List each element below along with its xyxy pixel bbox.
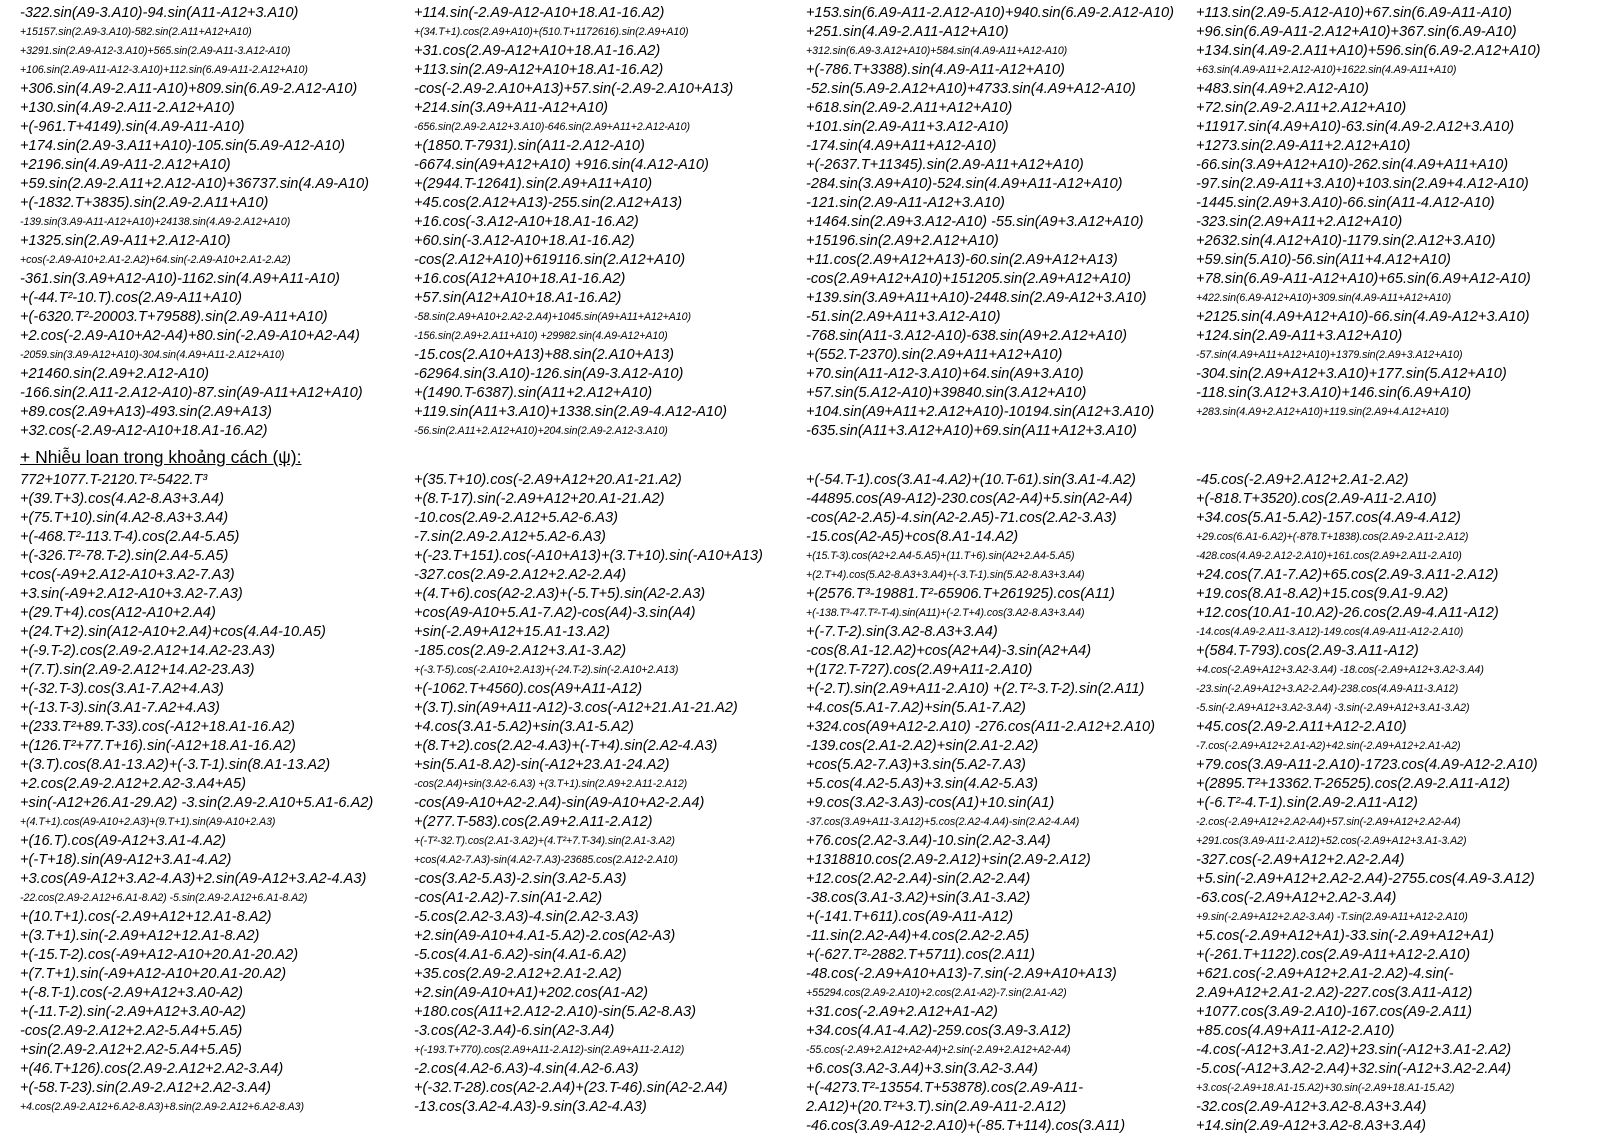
formula-line: +(-141.T+611).cos(A9-A11-A12) [806,909,1014,925]
formula-line: +(2944.T-12641).sin(2.A9+A11+A10) [414,176,653,192]
formula-line: +(2895.T²+13362.T-26525).cos(2.A9-2.A11-A12) [1196,776,1510,792]
formula-line: -cos(-2.A9-2.A10+A13)+57.sin(-2.A9-2.A10+A13) [414,81,734,97]
formula-line: -304.sin(2.A9+A12+3.A10)+177.sin(5.A12+A10) [1196,366,1507,382]
formula-line: +29.cos(6.A1-6.A2)+(-878.T+1838).cos(2.A9-2.A11-2.A12) [1196,531,1469,543]
formula-line: +sin(-2.A9+A12+15.A1-13.A2) [414,624,610,640]
formula-line: +(-9.T-2).cos(2.A9-2.A12+14.A2-23.A3) [20,643,275,659]
formula-line: -5.sin(-2.A9+A12+3.A2-3.A4) -3.sin(-2.A9+A12+3.A1-3.A2) [1196,702,1470,714]
formula-line: -1445.sin(2.A9+3.A10)-66.sin(A11-4.A12-A10) [1196,195,1495,211]
formula-line: +3.sin(-A9+2.A12-A10+3.A2-7.A3) [20,586,243,602]
formula-line: -44895.cos(A9-A12)-230.cos(A2-A4)+5.sin(A2-A4) [806,491,1133,507]
formula-line: +113.sin(2.A9-5.A12-A10)+67.sin(6.A9-A11-A10) [1196,5,1512,21]
formula-line: +(-3.T-5).cos(-2.A10+2.A13)+(-24.T-2).sin(-2.A10+2.A13) [414,664,679,676]
formula-line: +72.sin(2.A9-2.A11+2.A12+A10) [1196,100,1407,116]
formula-line: +4.cos(3.A1-5.A2)+sin(3.A1-5.A2) [414,719,634,735]
formula-line: +(34.T+1).cos(2.A9+A10)+(510.T+1172616).sin(2.A9+A10) [414,26,689,38]
formula-line: +2632.sin(4.A12+A10)-1179.sin(2.A12+3.A10) [1196,233,1496,249]
formula-line: +(3.T+1).sin(-2.A9+A12+12.A1-8.A2) [20,928,260,944]
formula-line: -635.sin(A11+3.A12+A10)+69.sin(A11+A12+3.A10) [806,423,1137,439]
formula-line: -cos(A2-2.A5)-4.sin(A2-2.A5)-71.cos(2.A2-3.A3) [806,510,1117,526]
formula-line: +(-193.T+770).cos(2.A9+A11-2.A12)-sin(2.A9+A11-2.A12) [414,1044,685,1056]
formula-line: -361.sin(3.A9+A12-A10)-1162.sin(4.A9+A11-A10) [20,271,340,287]
formula-line: +(2.T+4).cos(5.A2-8.A3+3.A4)+(-3.T-1).sin(5.A2-8.A3+3.A4) [806,569,1085,581]
formula-line: +(35.T+10).cos(-2.A9+A12+20.A1-21.A2) [414,472,682,488]
formula-line: +(2576.T³-19881.T²-65906.T+261925).cos(A11) [806,586,1115,602]
formula-line: +(4.T+1).cos(A9-A10+2.A3)+(9.T+1).sin(A9-A10+2.A3) [20,816,276,828]
formula-line: +16.cos(A12+A10+18.A1-16.A2) [414,271,626,287]
formula-line: +34.cos(4.A1-4.A2)-259.cos(3.A9-3.A12) [806,1023,1071,1039]
formula-line: +(-2637.T+11345).sin(2.A9-A11+A12+A10) [806,157,1084,173]
formula-line: +14.sin(2.A9-A12+3.A2-8.A3+3.A4) [1196,1118,1427,1134]
formula-line: +(-32.T-28).cos(A2-2.A4)+(23.T-46).sin(A2-2.A4) [414,1080,728,1096]
formula-line: +214.sin(3.A9+A11-A12+A10) [414,100,609,116]
formula-line: +(-1062.T+4560).cos(A9+A11-A12) [414,681,643,697]
formula-line: 2.A12)+(20.T²+3.T).sin(2.A9-A11-2.A12) [806,1099,1067,1115]
formula-line: +119.sin(A11+3.A10)+1338.sin(2.A9-4.A12-A10) [414,404,728,420]
formula-line: -139.cos(2.A1-2.A2)+sin(2.A1-2.A2) [806,738,1039,754]
formula-line: +4.cos(-2.A9+A12+3.A2-3.A4) -18.cos(-2.A9+A12+3.A2-3.A4) [1196,664,1484,676]
formula-line: -63.cos(-2.A9+A12+2.A2-3.A4) [1196,890,1397,906]
formula-line: +4.cos(5.A1-7.A2)+sin(5.A1-7.A2) [806,700,1026,716]
formula-line: +(8.T+2).cos(2.A2-4.A3)+(-T+4).sin(2.A2-4.A3) [414,738,718,754]
formula-line: +35.cos(2.A9-2.A12+2.A1-2.A2) [414,966,622,982]
formula-line: +(-818.T+3520).cos(2.A9-A11-2.A10) [1196,491,1437,507]
formula-line: -57.sin(4.A9+A11+A12+A10)+1379.sin(2.A9+3.A12+A10) [1196,349,1463,361]
formula-line: +sin(-A12+26.A1-29.A2) -3.sin(2.A9-2.A10+5.A1-6.A2) [20,795,374,811]
formula-line: +(-786.T+3388).sin(4.A9-A11-A12+A10) [806,62,1065,78]
formula-line: +59.sin(2.A9-2.A11+2.A12-A10)+36737.sin(4.A9-A10) [20,176,369,192]
formula-line: +cos(A9-A10+5.A1-7.A2)-cos(A4)-3.sin(A4) [414,605,696,621]
formula-line: 2.A9+A12+2.A1-2.A2)-227.cos(3.A11-A12) [1196,985,1473,1001]
formula-line: +3.cos(A9-A12+3.A2-4.A3)+2.sin(A9-A12+3.A2-4.A3) [20,871,367,887]
formula-line: +sin(5.A1-8.A2)-sin(-A12+23.A1-24.A2) [414,757,670,773]
formula-line: -cos(3.A2-5.A3)-2.sin(3.A2-5.A3) [414,871,627,887]
formula-line: +15157.sin(2.A9-3.A10)-582.sin(2.A11+A12+A10) [20,26,252,38]
formula-line: -7.sin(2.A9-2.A12+5.A2-6.A3) [414,529,606,545]
formula-line: +1077.cos(3.A9-2.A10)-167.cos(A9-2.A11) [1196,1004,1472,1020]
formula-line: +60.sin(-3.A12-A10+18.A1-16.A2) [414,233,635,249]
formula-line: -3.cos(A2-3.A4)-6.sin(A2-3.A4) [414,1023,615,1039]
formula-line: +(24.T+2).sin(A12-A10+2.A4)+cos(4.A4-10.A5) [20,624,326,640]
formula-line: +(233.T²+89.T-33).cos(-A12+18.A1-16.A2) [20,719,295,735]
formula-line: -15.cos(2.A10+A13)+88.sin(2.A10+A13) [414,347,675,363]
formula-line: +(-7.T-2).sin(3.A2-8.A3+3.A4) [806,624,998,640]
formula-line: -13.cos(3.A2-4.A3)-9.sin(3.A2-4.A3) [414,1099,647,1115]
formula-line: -139.sin(3.A9-A11-A12+A10)+24138.sin(4.A9-2.A12+A10) [20,216,291,228]
formula-line: +174.sin(2.A9-3.A11+A10)-105.sin(5.A9-A12-A10) [20,138,346,154]
formula-line: +(3.T).cos(8.A1-13.A2)+(-3.T-1).sin(8.A1-13.A2) [20,757,331,773]
formula-line: -cos(2.A9-2.A12+2.A2-5.A4+5.A5) [20,1023,243,1039]
formula-line: -768.sin(A11-3.A12-A10)-638.sin(A9+2.A12+A10) [806,328,1127,344]
formula-line: -284.sin(3.A9+A10)-524.sin(4.A9+A11-A12+A10) [806,176,1123,192]
top-column-2 [414,4,799,441]
formula-line: +1464.sin(2.A9+3.A12-A10) -55.sin(A9+3.A12+A10) [806,214,1144,230]
bottom-column-1 [20,471,405,1117]
formula-line: +(-2.T).sin(2.A9+A11-2.A10) +(2.T²-3.T-2).sin(2.A11) [806,681,1145,697]
formula-line: +(-1832.T+3835).sin(2.A9-2.A11+A10) [20,195,269,211]
formula-line: -51.sin(2.A9+A11+3.A12-A10) [806,309,1001,325]
formula-line: +(-6320.T²-20003.T+79588).sin(2.A9-A11+A10) [20,309,328,325]
formula-line: +113.sin(2.A9-A12+A10+18.A1-16.A2) [414,62,664,78]
formula-line: -cos(2.A9+A12+A10)+151205.sin(2.A9+A12+A10) [806,271,1131,287]
formula-line: -323.sin(2.A9+A11+2.A12+A10) [1196,214,1403,230]
formula-line: +(1490.T-6387).sin(A11+2.A12+A10) [414,385,653,401]
formula-line: -11.sin(2.A2-A4)+4.cos(2.A2-2.A5) [806,928,1030,944]
formula-line: +cos(5.A2-7.A3)+3.sin(5.A2-7.A3) [806,757,1026,773]
formula-line: -5.cos(-A12+3.A2-2.A4)+32.sin(-A12+3.A2-2.A4) [1196,1061,1512,1077]
formula-line: +(-961.T+4149).sin(4.A9-A11-A10) [20,119,245,135]
formula-line: -37.cos(3.A9+A11-3.A12)+5.cos(2.A2-4.A4)-sin(2.A2-4.A4) [806,816,1080,828]
formula-line: +57.sin(5.A12-A10)+39840.sin(3.A12+A10) [806,385,1087,401]
formula-line: +324.cos(A9+A12-2.A10) -276.cos(A11-2.A12+2.A10) [806,719,1155,735]
formula-line: -cos(8.A1-12.A2)+cos(A2+A4)-3.sin(A2+A4) [806,643,1092,659]
formula-line: +(-44.T²-10.T).cos(2.A9-A11+A10) [20,290,242,306]
formula-line: +2.sin(A9-A10+4.A1-5.A2)-2.cos(A2-A3) [414,928,676,944]
formula-line: +(-58.T-23).sin(2.A9-2.A12+2.A2-3.A4) [20,1080,271,1096]
formula-line: +2.cos(2.A9-2.A12+2.A2-3.A4+A5) [20,776,246,792]
formula-line: -2.cos(4.A2-6.A3)-4.sin(4.A2-6.A3) [414,1061,639,1077]
formula-line: -52.sin(5.A9-2.A12+A10)+4733.sin(4.A9+A12-A10) [806,81,1136,97]
formula-line: +(-32.T-3).cos(3.A1-7.A2+4.A3) [20,681,224,697]
formula-line: -cos(A9-A10+A2-2.A4)-sin(A9-A10+A2-2.A4) [414,795,705,811]
formula-line: +(-11.T-2).sin(-2.A9+A12+3.A0-A2) [20,1004,246,1020]
formula-line: +59.sin(5.A10)-56.sin(A11+4.A12+A10) [1196,252,1451,268]
formula-line: +(4.T+6).cos(A2-2.A3)+(-5.T+5).sin(A2-2.A3) [414,586,706,602]
formula-line: +(-23.T+151).cos(-A10+A13)+(3.T+10).sin(-A10+A13) [414,548,763,564]
formula-line: +(-326.T²-78.T-2).sin(2.A4-5.A5) [20,548,229,564]
formula-line: +4.cos(2.A9-2.A12+6.A2-8.A3)+8.sin(2.A9-2.A12+6.A2-8.A3) [20,1101,304,1113]
formula-line: -cos(2.A12+A10)+619116.sin(2.A12+A10) [414,252,686,268]
formula-line: +(29.T+4).cos(A12-A10+2.A4) [20,605,216,621]
formula-line: +79.cos(3.A9-A11-2.A10)-1723.cos(4.A9-A12-2.A10) [1196,757,1538,773]
formula-line: +sin(2.A9-2.A12+2.A2-5.A4+5.A5) [20,1042,242,1058]
formula-line: -327.cos(-2.A9+A12+2.A2-2.A4) [1196,852,1405,868]
formula-line: +11917.sin(4.A9+A10)-63.sin(4.A9-2.A12+3.A10) [1196,119,1515,135]
formula-line: +306.sin(4.A9-2.A11-A10)+809.sin(6.A9-2.A12-A10) [20,81,358,97]
formula-line: -38.cos(3.A1-3.A2)+sin(3.A1-3.A2) [806,890,1031,906]
formula-line: -46.cos(3.A9-A12-2.A10)+(-85.T+114).cos(3.A11) [806,1118,1126,1134]
formula-line: +130.sin(4.A9-2.A11-2.A12+A10) [20,100,235,116]
formula-line: +114.sin(-2.A9-A12-A10+18.A1-16.A2) [414,5,665,21]
formula-line: +57.sin(A12+A10+18.A1-16.A2) [414,290,622,306]
formula-line: +70.sin(A11-A12-3.A10)+64.sin(A9+3.A10) [806,366,1084,382]
formula-line: +55294.cos(2.A9-2.A10)+2.cos(2.A1-A2)-7.sin(2.A1-A2) [806,987,1067,999]
formula-line: +cos(-A9+2.A12-A10+3.A2-7.A3) [20,567,235,583]
formula-line: +15196.sin(2.A9+2.A12+A10) [806,233,999,249]
formula-line: +63.sin(4.A9-A11+2.A12-A10)+1622.sin(4.A9-A11+A10) [1196,64,1457,76]
formula-line: +291.cos(3.A9-A11-2.A12)+52.cos(-2.A9+A12+3.A1-3.A2) [1196,835,1467,847]
formula-line: +106.sin(2.A9-A11-A12-3.A10)+112.sin(6.A9-A11-2.A12+A10) [20,64,308,76]
formula-line: +85.cos(4.A9+A11-A12-2.A10) [1196,1023,1395,1039]
bottom-column-4 [1196,471,1591,1136]
formula-line: +45.cos(2.A12+A13)-255.sin(2.A12+A13) [414,195,683,211]
formula-line: -185.cos(2.A9-2.A12+3.A1-3.A2) [414,643,627,659]
formula-line: +89.cos(2.A9+A13)-493.sin(2.A9+A13) [20,404,272,420]
formula-line: -15.cos(A2-A5)+cos(8.A1-14.A2) [806,529,1019,545]
formula-line: -22.cos(2.A9-2.A12+6.A1-8.A2) -5.sin(2.A9-2.A12+6.A1-8.A2) [20,892,308,904]
formula-line: -cos(2.A4)+sin(3.A2-6.A3) +(3.T+1).sin(2.A9+2.A11-2.A12) [414,778,688,790]
formula-line: +5.cos(4.A2-5.A3)+3.sin(4.A2-5.A3) [806,776,1038,792]
formula-line: +134.sin(4.A9-2.A11+A10)+596.sin(6.A9-2.A12+A10) [1196,43,1541,59]
formula-line: +(-6.T²-4.T-1).sin(2.A9-2.A11-A12) [1196,795,1418,811]
formula-line: +104.sin(A9+A11+2.A12+A10)-10194.sin(A12+3.A10) [806,404,1155,420]
formula-line: -32.cos(2.A9-A12+3.A2-8.A3+3.A4) [1196,1099,1427,1115]
formula-line: +(126.T²+77.T+16).sin(-A12+18.A1-16.A2) [20,738,296,754]
formula-line: +(3.T).sin(A9+A11-A12)-3.cos(-A12+21.A1-21.A2) [414,700,738,716]
formula-line: -428.cos(4.A9-2.A12-2.A10)+161.cos(2.A9+2.A11-2.A10) [1196,550,1462,562]
formula-line: -121.sin(2.A9-A11-A12+3.A10) [806,195,1005,211]
formula-line: +101.sin(2.A9-A11+3.A12-A10) [806,119,1009,135]
formula-line: -4.cos(-A12+3.A1-2.A2)+23.sin(-A12+3.A1-2.A2) [1196,1042,1512,1058]
formula-line: +(16.T).cos(A9-A12+3.A1-4.A2) [20,833,227,849]
formula-line: +2.sin(A9-A10+A1)+202.cos(A1-A2) [414,985,649,1001]
formula-line: +(39.T+3).cos(4.A2-8.A3+3.A4) [20,491,225,507]
formula-line: +(8.T-17).sin(-2.A9+A12+20.A1-21.A2) [414,491,665,507]
top-column-3 [806,4,1191,441]
formula-line: +621.cos(-2.A9+A12+2.A1-2.A2)-4.sin(- [1196,966,1454,982]
formula-line: +2.cos(-2.A9-A10+A2-A4)+80.sin(-2.A9-A10+A2-A4) [20,328,360,344]
formula-line: +1318810.cos(2.A9-2.A12)+sin(2.A9-2.A12) [806,852,1091,868]
formula-line: +19.cos(8.A1-8.A2)+15.cos(9.A1-9.A2) [1196,586,1449,602]
formula-line: +12.cos(2.A2-2.A4)-sin(2.A2-2.A4) [806,871,1031,887]
formula-line: +(-468.T²-113.T-4).cos(2.A4-5.A5) [20,529,240,545]
formula-line: +9.cos(3.A2-3.A3)-cos(A1)+10.sin(A1) [806,795,1055,811]
formula-line: +9.sin(-2.A9+A12+2.A2-3.A4) -T.sin(2.A9-A11+A12-2.A10) [1196,911,1468,923]
formula-line: +124.sin(2.A9-A11+3.A12+A10) [1196,328,1403,344]
formula-line: +1325.sin(2.A9-A11+2.A12-A10) [20,233,231,249]
formula-line: +312.sin(6.A9-3.A12+A10)+584.sin(4.A9-A11+A12-A10) [806,45,1068,57]
formula-line: +12.cos(10.A1-10.A2)-26.cos(2.A9-4.A11-A12) [1196,605,1499,621]
formula-line: +(10.T+1).cos(-2.A9+A12+12.A1-8.A2) [20,909,272,925]
formula-line: +283.sin(4.A9+2.A12+A10)+119.sin(2.A9+4.A12+A10) [1196,406,1450,418]
formula-line: +251.sin(4.A9-2.A11-A12+A10) [806,24,1009,40]
formula-line: +34.cos(5.A1-5.A2)-157.cos(4.A9-4.A12) [1196,510,1461,526]
formula-line: +16.cos(-3.A12-A10+18.A1-16.A2) [414,214,639,230]
formula-line: +5.sin(-2.A9+A12+2.A2-2.A4)-2755.cos(4.A9-3.A12) [1196,871,1535,887]
formula-line: +(-138.T³-47.T²-T-4).sin(A11)+(-2.T+4).cos(3.A2-8.A3+3.A4) [806,607,1085,619]
formula-line: +(1850.T-7931).sin(A11-2.A12-A10) [414,138,645,154]
formula-line: -6674.sin(A9+A12+A10) +916.sin(4.A12-A10) [414,157,709,173]
formula-line: +180.cos(A11+2.A12-2.A10)-sin(5.A2-8.A3) [414,1004,697,1020]
formula-line: +(46.T+126).cos(2.A9-2.A12+2.A2-3.A4) [20,1061,284,1077]
formula-line: +(-13.T-3).sin(3.A1-7.A2+4.A3) [20,700,220,716]
formula-line: +(-T+18).sin(A9-A12+3.A1-4.A2) [20,852,232,868]
formula-line: +78.sin(6.A9-A11-A12+A10)+65.sin(6.A9+A12-A10) [1196,271,1531,287]
formula-line: +2196.sin(4.A9-A11-2.A12+A10) [20,157,231,173]
formula-line: +31.cos(-2.A9+2.A12+A1-A2) [806,1004,998,1020]
formula-line: +139.sin(3.A9+A11+A10)-2448.sin(2.A9-A12+3.A10) [806,290,1147,306]
formula-line: -56.sin(2.A11+2.A12+A10)+204.sin(2.A9-2.A12-3.A10) [414,425,668,437]
formula-line: +96.sin(6.A9-A11-2.A12+A10)+367.sin(6.A9-A10) [1196,24,1517,40]
formula-line: +1273.sin(2.A9-A11+2.A12+A10) [1196,138,1411,154]
formula-line: +(277.T-583).cos(2.A9+2.A11-2.A12) [414,814,653,830]
formula-line: +6.cos(3.A2-3.A4)+3.sin(3.A2-3.A4) [806,1061,1038,1077]
formula-line: 772+1077.T-2120.T²-5422.T³ [20,472,208,488]
formula-line: +(-15.T-2).cos(-A9+A12-A10+20.A1-20.A2) [20,947,299,963]
section-heading: + Nhiễu loan trong khoảng cách (ψ): [20,447,302,467]
formula-line: +21460.sin(2.A9+2.A12-A10) [20,366,210,382]
formula-line: +24.cos(7.A1-7.A2)+65.cos(2.A9-3.A11-2.A12) [1196,567,1499,583]
formula-line: +76.cos(2.A2-3.A4)-10.sin(2.A2-3.A4) [806,833,1051,849]
formula-line: +cos(4.A2-7.A3)-sin(4.A2-7.A3)-23685.cos(2.A12-2.A10) [414,854,678,866]
formula-line: +(-4273.T²-13554.T+53878).cos(2.A9-A11- [806,1080,1084,1096]
formula-line: -66.sin(3.A9+A12+A10)-262.sin(4.A9+A11+A10) [1196,157,1509,173]
formula-line: -327.cos(2.A9-2.A12+2.A2-2.A4) [414,567,627,583]
bottom-column-2 [414,471,799,1117]
formula-line: +32.cos(-2.A9-A12-A10+18.A1-16.A2) [20,423,268,439]
formula-line: +(75.T+10).sin(4.A2-8.A3+3.A4) [20,510,229,526]
formula-line: +31.cos(2.A9-A12+A10+18.A1-16.A2) [414,43,661,59]
formula-line: -62964.sin(3.A10)-126.sin(A9-3.A12-A10) [414,366,684,382]
formula-line: -48.cos(-2.A9+A10+A13)-7.sin(-2.A9+A10+A13) [806,966,1117,982]
formula-line: +45.cos(2.A9-2.A11+A12-2.A10) [1196,719,1407,735]
formula-line: +(-54.T-1).cos(3.A1-4.A2)+(10.T-61).sin(3.A1-4.A2) [806,472,1136,488]
formula-line: -5.cos(2.A2-3.A3)-4.sin(2.A2-3.A3) [414,909,639,925]
formula-line: -45.cos(-2.A9+2.A12+2.A1-2.A2) [1196,472,1409,488]
formula-line: -174.sin(4.A9+A11+A12-A10) [806,138,997,154]
formula-line: +3291.sin(2.A9-A12-3.A10)+565.sin(2.A9-A11-3.A12-A10) [20,45,291,57]
formula-line: -156.sin(2.A9+2.A11+A10) +29982.sin(4.A9-A12+A10) [414,330,668,342]
formula-line: -2059.sin(3.A9-A12+A10)-304.sin(4.A9+A11-2.A12+A10) [20,349,285,361]
formula-line: -14.cos(4.A9-2.A11-3.A12)-149.cos(4.A9-A11-A12-2.A10) [1196,626,1464,638]
formula-line: +618.sin(2.A9-2.A11+A12+A10) [806,100,1013,116]
top-column-4 [1196,4,1591,422]
formula-line: +(584.T-793).cos(2.A9-3.A11-A12) [1196,643,1419,659]
formula-line: -166.sin(2.A11-2.A12-A10)-87.sin(A9-A11+A12+A10) [20,385,363,401]
formula-line: -23.sin(-2.A9+A12+3.A2-2.A4)-238.cos(4.A9-A11-3.A12) [1196,683,1459,695]
bottom-column-3 [806,471,1191,1136]
formula-line: +3.cos(-2.A9+18.A1-15.A2)+30.sin(-2.A9+18.A1-15.A2) [1196,1082,1455,1094]
formula-line: +422.sin(6.A9-A12+A10)+309.sin(4.A9-A11+A12+A10) [1196,292,1452,304]
formula-line: +2125.sin(4.A9+A12+A10)-66.sin(4.A9-A12+3.A10) [1196,309,1530,325]
formula-line: +11.cos(2.A9+A12+A13)-60.sin(2.A9+A12+A13) [806,252,1118,268]
formula-line: -322.sin(A9-3.A10)-94.sin(A11-A12+3.A10) [20,5,299,21]
formula-line: -10.cos(2.A9-2.A12+5.A2-6.A3) [414,510,619,526]
formula-line: +(-627.T²-2882.T+5711).cos(2.A11) [806,947,1036,963]
formula-line: +(7.T).sin(2.A9-2.A12+14.A2-23.A3) [20,662,255,678]
formula-line: -cos(A1-2.A2)-7.sin(A1-2.A2) [414,890,603,906]
formula-line: -656.sin(2.A9-2.A12+3.A10)-646.sin(2.A9+A11+2.A12-A10) [414,121,690,133]
formula-line: -58.sin(2.A9+A10+2.A2-2.A4)+1045.sin(A9+A11+A12+A10) [414,311,691,323]
formula-line: +(172.T-727).cos(2.A9+A11-2.A10) [806,662,1033,678]
formula-line: +cos(-2.A9-A10+2.A1-2.A2)+64.sin(-2.A9-A10+2.A1-2.A2) [20,254,291,266]
formula-line: -55.cos(-2.A9+2.A12+A2-A4)+2.sin(-2.A9+2.A12+A2-A4) [806,1044,1071,1056]
formula-line: +153.sin(6.A9-A11-2.A12-A10)+940.sin(6.A9-2.A12-A10) [806,5,1175,21]
formula-line: -97.sin(2.A9-A11+3.A10)+103.sin(2.A9+4.A12-A10) [1196,176,1529,192]
formula-line: +(-261.T+1122).cos(2.A9-A11+A12-2.A10) [1196,947,1471,963]
formula-line: -7.cos(-2.A9+A12+2.A1-A2)+42.sin(-2.A9+A12+2.A1-A2) [1196,740,1461,752]
formula-line: +483.sin(4.A9+2.A12-A10) [1196,81,1369,97]
formula-line: -2.cos(-2.A9+A12+2.A2-A4)+57.sin(-2.A9+A12+2.A2-A4) [1196,816,1461,828]
formula-line: +(7.T+1).sin(-A9+A12-A10+20.A1-20.A2) [20,966,287,982]
top-column-1 [20,4,405,441]
formula-line: +(15.T-3).cos(A2+2.A4-5.A5)+(11.T+6).sin(A2+2.A4-5.A5) [806,550,1075,562]
formula-line: +(552.T-2370).sin(2.A9+A11+A12+A10) [806,347,1063,363]
formula-line: -5.cos(4.A1-6.A2)-sin(4.A1-6.A2) [414,947,627,963]
formula-line: +(-T²-32.T).cos(2.A1-3.A2)+(4.T²+7.T-34).sin(2.A1-3.A2) [414,835,675,847]
formula-line: +5.cos(-2.A9+A12+A1)-33.sin(-2.A9+A12+A1) [1196,928,1495,944]
formula-line: +(-8.T-1).cos(-2.A9+A12+3.A0-A2) [20,985,243,1001]
formula-line: -118.sin(3.A12+3.A10)+146.sin(6.A9+A10) [1196,385,1472,401]
